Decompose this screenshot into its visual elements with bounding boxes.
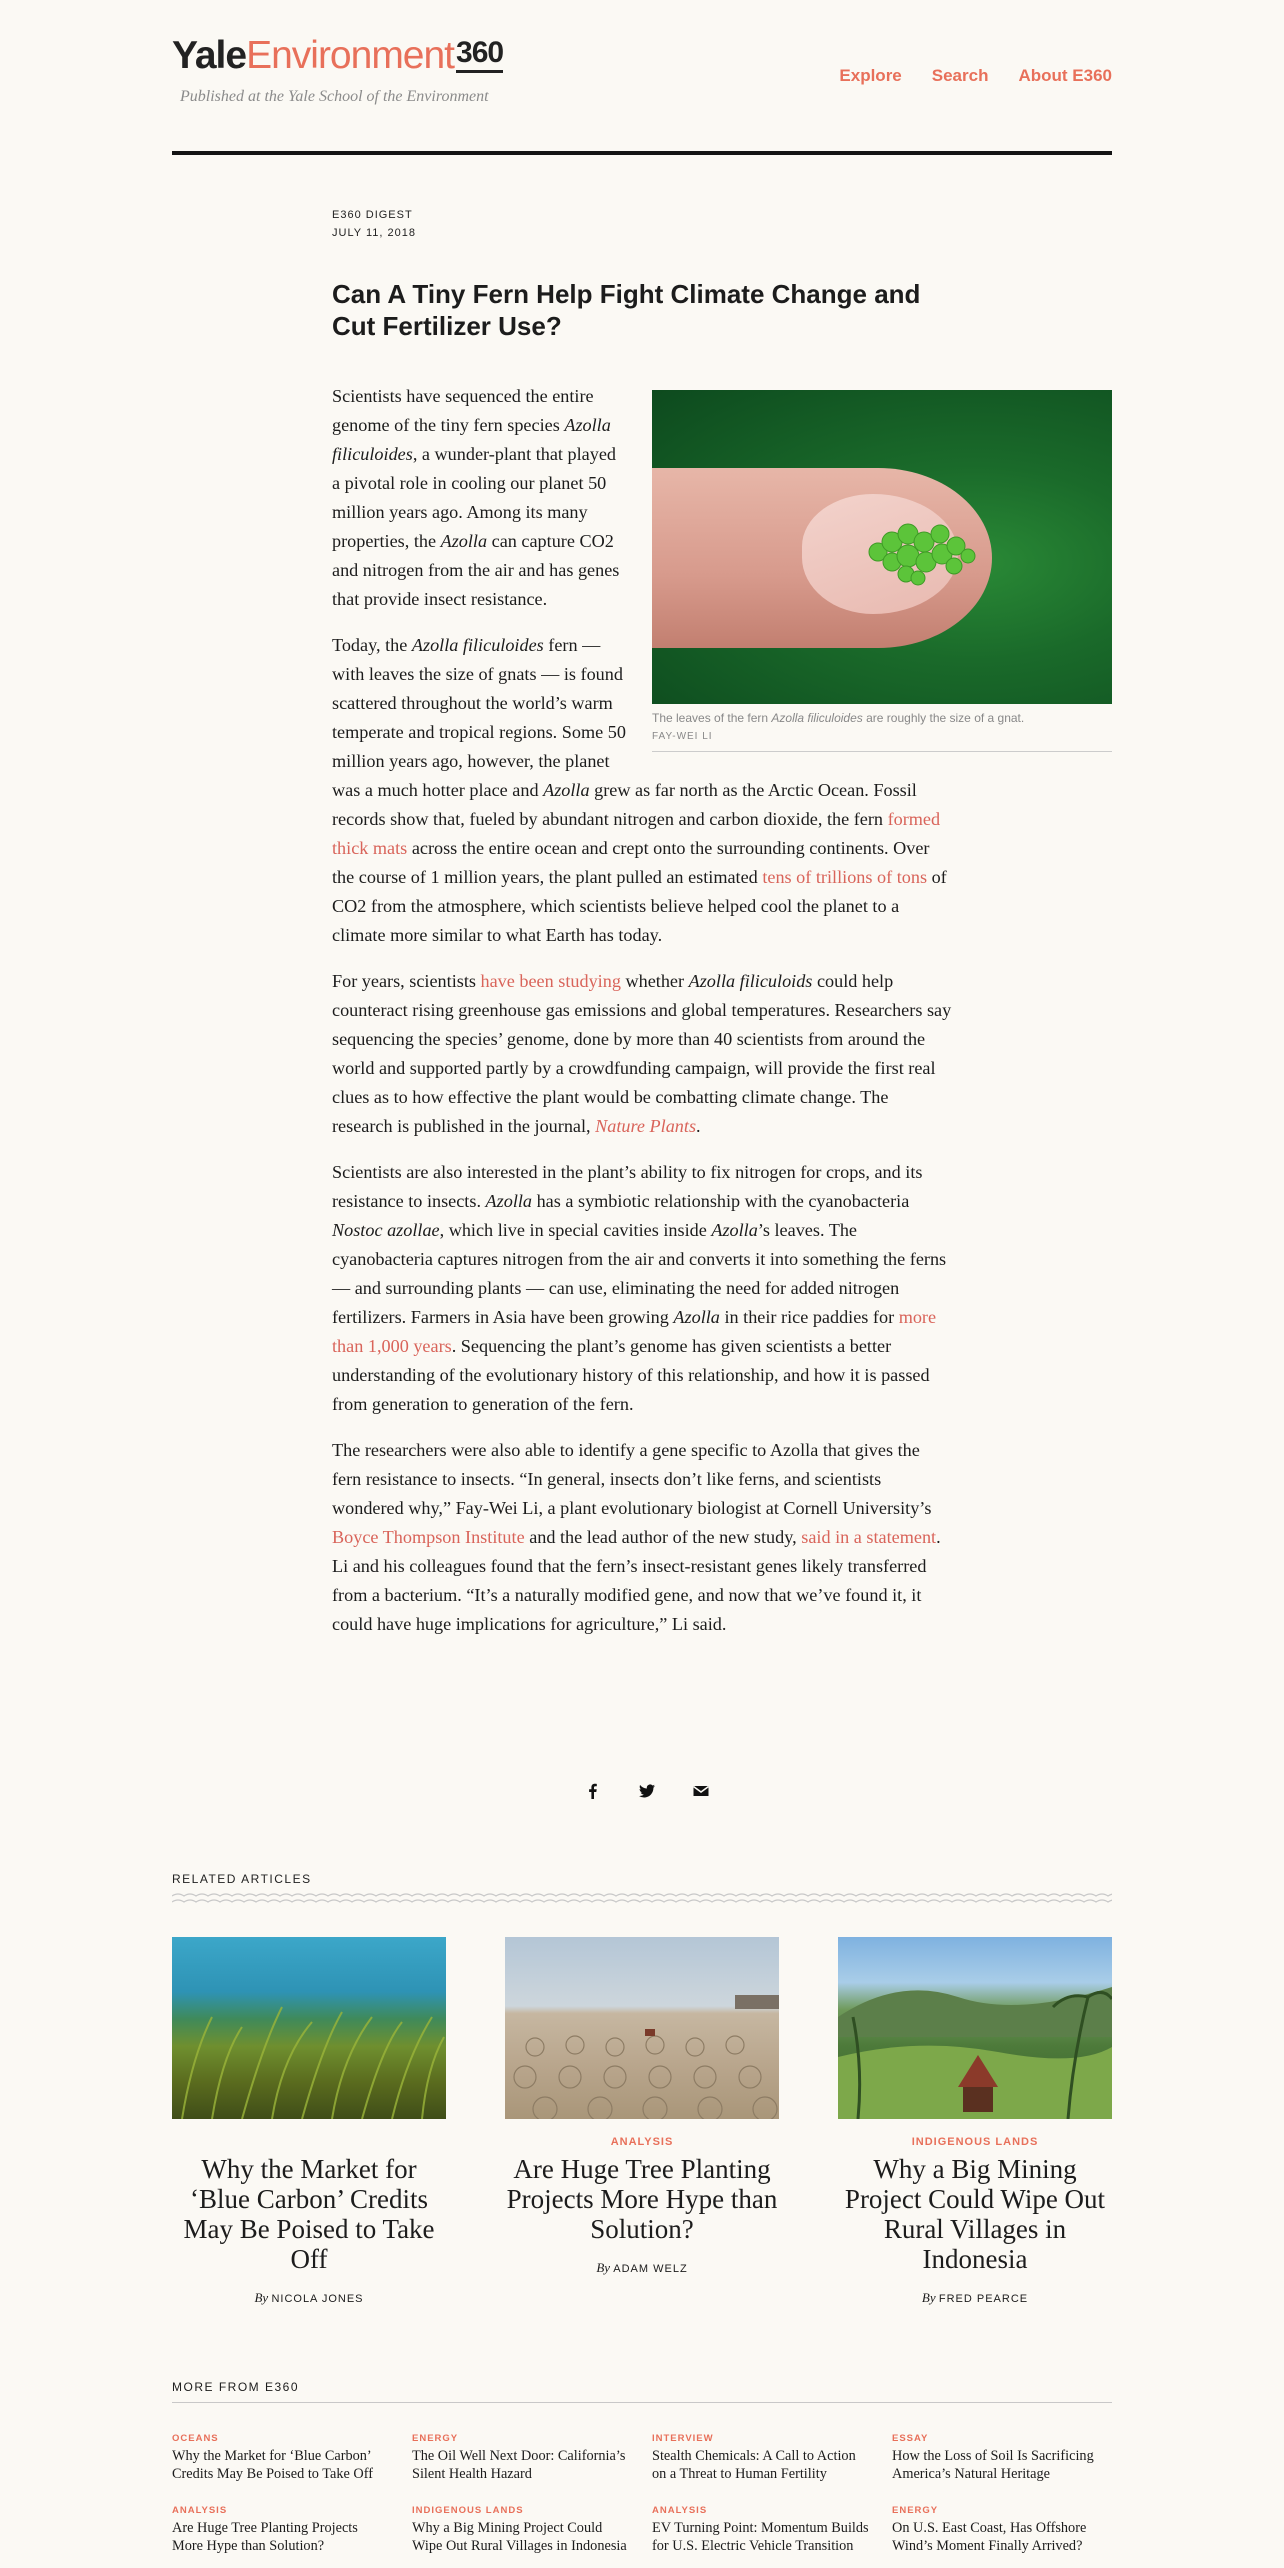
card-title[interactable]: Are Huge Tree Planting Projects More Hype than Solution?: [506, 2154, 778, 2244]
twitter-icon[interactable]: [638, 1782, 656, 1800]
more-item[interactable]: [652, 2433, 872, 2483]
body-text-run: across the entire ocean and crept onto the surrounding continents. Over the course of 1 million years, the plant pulled an estimated: [332, 838, 930, 887]
more-title[interactable]: Why the Market for ‘Blue Carbon’ Credits May Be Poised to Take Off: [172, 2448, 373, 2482]
card-title[interactable]: Why the Market for ‘Blue Carbon’ Credits May Be Poised to Take Off: [183, 2154, 435, 2274]
body-text-run: grew as far north as the Arctic Ocean. Fossil records show that, fueled by abundant nitrogen and carbon dioxide, the fern: [332, 780, 917, 829]
body-text-run: has a symbiotic relationship with the cyanobacteria: [532, 1191, 910, 1211]
main-nav: [839, 66, 1112, 86]
planting-field: [505, 1937, 779, 2119]
body-text-run: could help counteract rising greenhouse gas emissions and global temperatures. Researchers say sequencing the species’ genome, done by more than 40 scientists from around the world and supported partly by a crowdfunding campaign, will provide the first real clues as to how effective the plant would be combatting climate change. The research is published in the journal,: [332, 971, 952, 1136]
inline-link[interactable]: said in a statement: [801, 1527, 937, 1547]
tree-planting-image[interactable]: [505, 1937, 779, 2119]
more-title[interactable]: Stealth Chemicals: A Call to Action on a Threat to Human Fertility: [652, 2448, 856, 2482]
article-body: [332, 382, 1025, 1656]
fern-leaf-icon: [848, 512, 988, 592]
card-author[interactable]: ADAM WELZ: [613, 2263, 688, 2275]
inline-link[interactable]: formed thick mats: [332, 809, 941, 858]
more-title[interactable]: The Oil Well Next Door: California’s Silent Health Hazard: [412, 2448, 626, 2482]
more-divider: [172, 2402, 1112, 2403]
logo-environment: Environment: [246, 34, 455, 77]
byline-by: By: [254, 2290, 269, 2305]
more-category[interactable]: ANALYSIS: [652, 2505, 708, 2516]
body-text-run: ’s leaves. The cyanobacteria captures nitrogen from the air and converts it into something the ferns — and surrounding plants — can use, eliminating the need for added nitrogen fertilizers. Farmers in Asia have been growing: [332, 1220, 947, 1327]
article-date: JULY 11, 2018: [332, 227, 416, 239]
seagrass-blades: [172, 1937, 446, 2119]
paragraph-5: [332, 1436, 952, 1639]
wavy-divider: [172, 1892, 1112, 1906]
more-from-label: MORE FROM E360: [172, 2380, 300, 2394]
card-author[interactable]: FRED PEARCE: [938, 2293, 1029, 2305]
card-category[interactable]: [172, 2136, 446, 2150]
seagrass-image[interactable]: [172, 1937, 446, 2119]
caption-text-end: are roughly the size of a gnat.: [862, 711, 1025, 725]
indonesia-village-image[interactable]: [838, 1937, 1112, 2119]
more-category[interactable]: ESSAY: [892, 2433, 929, 2444]
card-title[interactable]: Why a Big Mining Project Could Wipe Out Rural Villages in Indonesia: [844, 2154, 1106, 2274]
article-meta: [332, 206, 416, 242]
nav-search[interactable]: Search: [931, 66, 989, 85]
body-text-run: , which live in special cavities inside: [439, 1220, 712, 1240]
body-text-run: whether: [620, 971, 689, 991]
email-icon[interactable]: [692, 1782, 710, 1800]
related-articles-label: RELATED ARTICLES: [172, 1872, 312, 1886]
body-text-run: Scientists have sequenced the entire genome of the tiny fern species: [332, 386, 594, 435]
species-name: Azolla filiculoides: [332, 415, 611, 464]
site-tagline: Published at the Yale School of the Environment: [180, 88, 489, 105]
species-name: Azolla filiculoids: [688, 971, 813, 991]
site-logo[interactable]: [172, 34, 503, 78]
more-category[interactable]: INTERVIEW: [652, 2433, 714, 2444]
article-title: Can A Tiny Fern Help Fight Climate Change and Cut Fertilizer Use?: [332, 279, 921, 341]
byline-by: By: [921, 2290, 936, 2305]
figure-caption: [652, 704, 1112, 752]
body-text-run: The researchers were also able to identify a gene specific to Azolla that gives the fern resistance to insects. “In general, insects don’t like ferns, and scientists wondered why,” Fay-Wei Li, a plant evolutionary biologist at Cornell University’s: [332, 1440, 932, 1518]
body-text-run: . Li and his colleagues found that the fern’s insect-resistant genes likely transferred from a bacterium. “It’s a naturally modified gene, and now that we’ve found it, it could have huge implications for agriculture,” Li said.: [332, 1527, 941, 1634]
more-item[interactable]: [172, 2433, 392, 2483]
more-category[interactable]: OCEANS: [172, 2433, 219, 2444]
species-name: Azolla: [440, 531, 488, 551]
inline-link[interactable]: have been studying: [480, 971, 621, 991]
more-category[interactable]: ANALYSIS: [172, 2505, 228, 2516]
header-divider: [172, 151, 1112, 155]
village-scene: [838, 1937, 1112, 2119]
more-category[interactable]: ENERGY: [412, 2433, 459, 2444]
inline-link[interactable]: Boyce Thompson Institute: [332, 1527, 525, 1547]
more-item[interactable]: [412, 2433, 632, 2483]
more-item[interactable]: [172, 2505, 392, 2555]
article-section[interactable]: E360 DIGEST: [332, 209, 413, 221]
species-name: Azolla: [711, 1220, 758, 1240]
body-text-run: Scientists are also interested in the plant’s ability to fix nitrogen for crops, and its resistance to insects.: [332, 1162, 923, 1211]
related-card-1[interactable]: [172, 1937, 446, 2306]
card-author[interactable]: NICOLA JONES: [271, 2293, 364, 2305]
more-title[interactable]: On U.S. East Coast, Has Offshore Wind’s Moment Finally Arrived?: [892, 2520, 1087, 2554]
body-text-run: Today, the: [332, 635, 412, 655]
logo-yale: Yale: [172, 34, 247, 77]
body-text-run: .: [696, 1116, 701, 1136]
more-title[interactable]: How the Loss of Soil Is Sacrificing America’s Natural Heritage: [892, 2448, 1094, 2482]
body-text-run: and the lead author of the new study,: [524, 1527, 802, 1547]
body-text-run: can capture CO2 and nitrogen from the air and has genes that provide insect resistance.: [332, 531, 620, 609]
more-category[interactable]: INDIGENOUS LANDS: [412, 2505, 524, 2516]
more-category[interactable]: ENERGY: [892, 2505, 939, 2516]
site-header: [172, 34, 1112, 154]
nav-explore[interactable]: Explore: [839, 66, 902, 85]
inline-link[interactable]: tens of trillions of tons: [762, 867, 928, 887]
caption-species: Azolla filiculoides: [771, 711, 863, 725]
more-item[interactable]: [892, 2505, 1112, 2555]
photo-credit: FAY-WEI LI: [652, 731, 713, 742]
facebook-icon[interactable]: [584, 1782, 602, 1800]
inline-link[interactable]: Nature Plants: [595, 1116, 697, 1136]
body-text-run: fern — with leaves the size of gnats — is found scattered throughout the world’s warm temperate and tropical regions. Some 50 million years ago, however, the planet was a much hotter place and: [332, 635, 626, 800]
species-name: Nostoc azollae: [332, 1220, 440, 1240]
card-byline: [838, 2290, 1112, 2306]
card-byline: [172, 2290, 446, 2306]
more-item[interactable]: [892, 2433, 1112, 2483]
species-name: Azolla: [673, 1307, 720, 1327]
more-title[interactable]: EV Turning Point: Momentum Builds for U.S. Electric Vehicle Transition: [652, 2520, 869, 2554]
fern-photo: [652, 390, 1112, 704]
more-item[interactable]: [412, 2505, 632, 2555]
nav-about[interactable]: About E360: [1018, 66, 1112, 85]
species-name: Azolla: [485, 1191, 533, 1211]
body-text-run: in their rice paddies for: [719, 1307, 899, 1327]
body-text-run: of CO2 from the atmosphere, which scientists believe helped cool the planet to a climate more similar to what Earth has today.: [332, 867, 947, 945]
related-card-3[interactable]: [838, 1937, 1112, 2306]
paragraph-3: [332, 967, 952, 1141]
inline-link[interactable]: more than 1,000 years: [332, 1307, 937, 1356]
card-byline: [505, 2260, 779, 2276]
card-category[interactable]: INDIGENOUS LANDS: [911, 2136, 1039, 2148]
species-name: Azolla: [543, 780, 590, 800]
share-bar: [584, 1782, 710, 1800]
body-text-run: , a wunder-plant that played a pivotal role in cooling our planet 50 million years ago. Among its many properties, the: [332, 444, 616, 551]
caption-text: The leaves of the fern: [652, 711, 772, 725]
more-title[interactable]: Why a Big Mining Project Could Wipe Out Rural Villages in Indonesia: [412, 2520, 627, 2554]
card-category[interactable]: ANALYSIS: [610, 2136, 674, 2148]
article-figure: [652, 390, 1112, 752]
more-title[interactable]: Are Huge Tree Planting Projects More Hype than Solution?: [172, 2520, 358, 2554]
related-card-2[interactable]: [505, 1937, 779, 2276]
species-name: Azolla filiculoides: [411, 635, 544, 655]
body-text-run: . Sequencing the plant’s genome has given scientists a better understanding of the evolutionary history of this relationship, and how it is passed from generation to generation of the fern.: [332, 1336, 930, 1414]
byline-by: By: [596, 2260, 611, 2275]
paragraph-4: [332, 1158, 952, 1419]
more-item[interactable]: [652, 2505, 872, 2555]
logo-360: 360: [456, 36, 503, 73]
body-text-run: For years, scientists: [332, 971, 481, 991]
